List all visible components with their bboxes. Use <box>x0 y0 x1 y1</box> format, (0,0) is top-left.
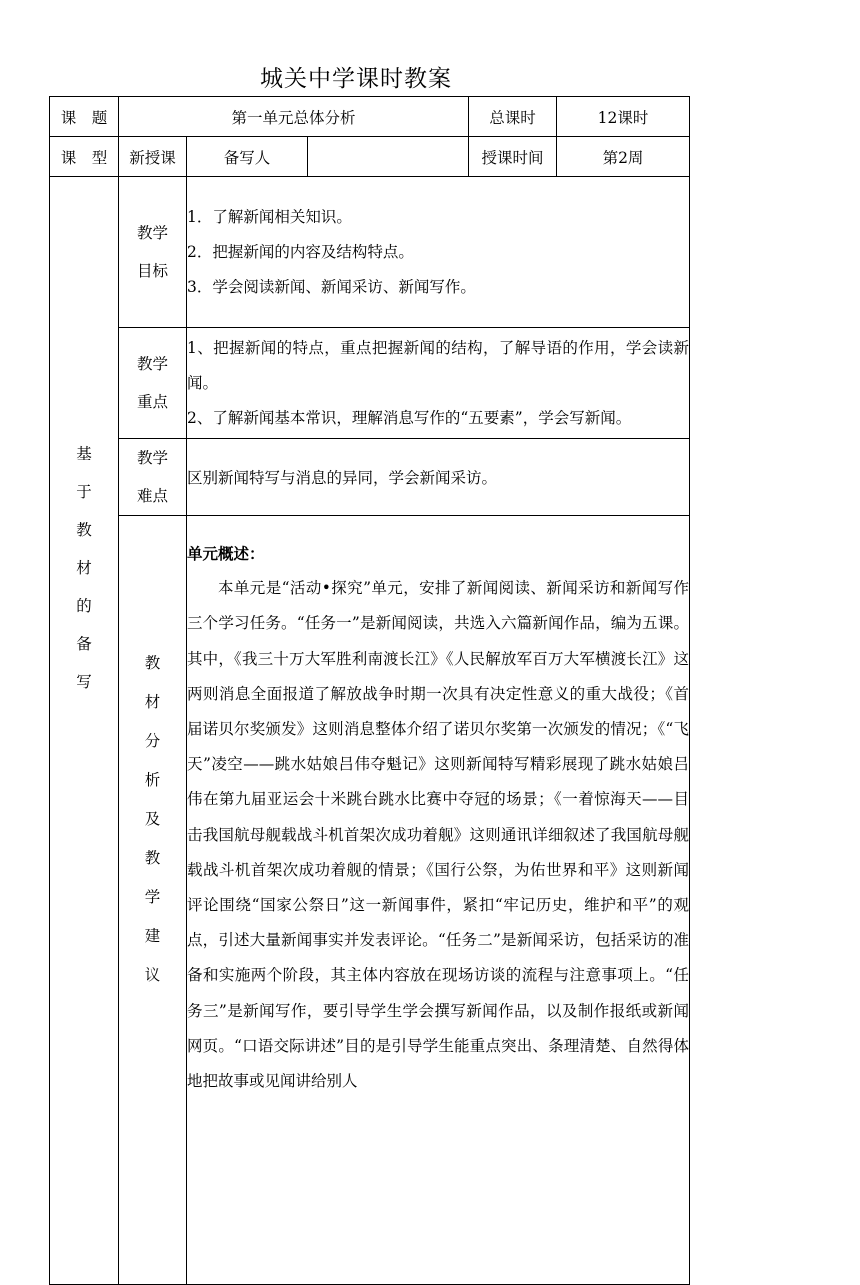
goal-item: 1．了解新闻相关知识。 <box>187 207 352 226</box>
goals-row <box>50 177 690 328</box>
analysis-label: 教 材 分 析 及 教 学 建 议 <box>119 516 187 1285</box>
total-hours-label: 总课时 <box>469 97 557 137</box>
time-label: 授课时间 <box>469 137 557 177</box>
time-value: 第2周 <box>557 137 690 177</box>
difficulties-row <box>50 439 690 516</box>
type-label: 课 型 <box>50 137 119 177</box>
type-value: 新授课 <box>119 137 187 177</box>
key-points-label: 教学 重点 <box>119 328 187 439</box>
topic-label: 课 题 <box>50 97 119 137</box>
key-point-item: 2、了解新闻基本常识，理解消息写作的“五要素”，学会写新闻。 <box>187 408 632 427</box>
topic-value: 第一单元总体分析 <box>119 97 469 137</box>
author-value <box>308 137 469 177</box>
author-label: 备写人 <box>187 137 308 177</box>
goals-content <box>187 177 690 328</box>
analysis-body: 本单元是“活动•探究”单元，安排了新闻阅读、新闻采访和新闻写作三个学习任务。“任务一”是新闻阅读，共选入六篇新闻作品，编为五课。其中，《我三十万大军胜利南渡长江》《人民解放军百万大军横渡长江》这两则消息全面报道了解放战争时期一次具有决定性意义的重大战役；《首届诺贝尔奖颁发》这则消息整体介绍了诺贝尔奖第一次颁发的情况；《“飞天”凌空——跳水姑娘吕伟夺魁记》这则新闻特写精彩展现了跳水姑娘吕伟在第九届亚运会十米跳台跳水比赛中夺冠的场景；《一着惊海天——目击我国航母舰载战斗机首架次成功着舰》这则通讯详细叙述了我国航母舰载战斗机首架次成功着舰的情景；《国行公祭，为佑世界和平》这则新闻评论围绕“国家公祭日”这一新闻事件，紧扣“牢记历史，维护和平”的观点，引述大量新闻事实并发表评论。“任务二”是新闻采访，包括采访的准备和实施两个阶段，其主体内容放在现场访谈的流程与注意事项上。“任务三”是新闻写作，要引导学生学会撰写新闻作品，以及制作报纸或新闻网页。“口语交际讲述”目的是引导学生能重点突出、条理清楚、自然得体地把故事或见闻讲给别人 <box>187 579 689 1091</box>
goal-item: 3．学会阅读新闻、新闻采访、新闻写作。 <box>187 277 476 296</box>
page-title: 城关中学课时教案 <box>260 66 452 92</box>
key-points-content <box>187 328 690 439</box>
difficulties-label: 教学 难点 <box>119 439 187 516</box>
goal-item: 2．把握新闻的内容及结构特点。 <box>187 242 414 261</box>
side-label: 基 于 教 材 的 备 写 <box>76 445 92 691</box>
header-row-topic <box>50 97 690 137</box>
lesson-plan-table <box>49 96 690 1285</box>
total-hours-value: 12课时 <box>557 97 690 137</box>
goals-label: 教学 目标 <box>119 177 187 328</box>
analysis-heading: 单元概述： <box>187 544 265 563</box>
side-label-cell <box>50 177 119 1285</box>
key-points-row <box>50 328 690 439</box>
analysis-row <box>50 516 690 1285</box>
analysis-content <box>187 516 690 1285</box>
difficulties-content: 区别新闻特写与消息的异同，学会新闻采访。 <box>187 439 690 516</box>
header-row-type <box>50 137 690 177</box>
key-point-item: 1、把握新闻的特点，重点把握新闻的结构，了解导语的作用，学会读新闻。 <box>187 338 689 392</box>
